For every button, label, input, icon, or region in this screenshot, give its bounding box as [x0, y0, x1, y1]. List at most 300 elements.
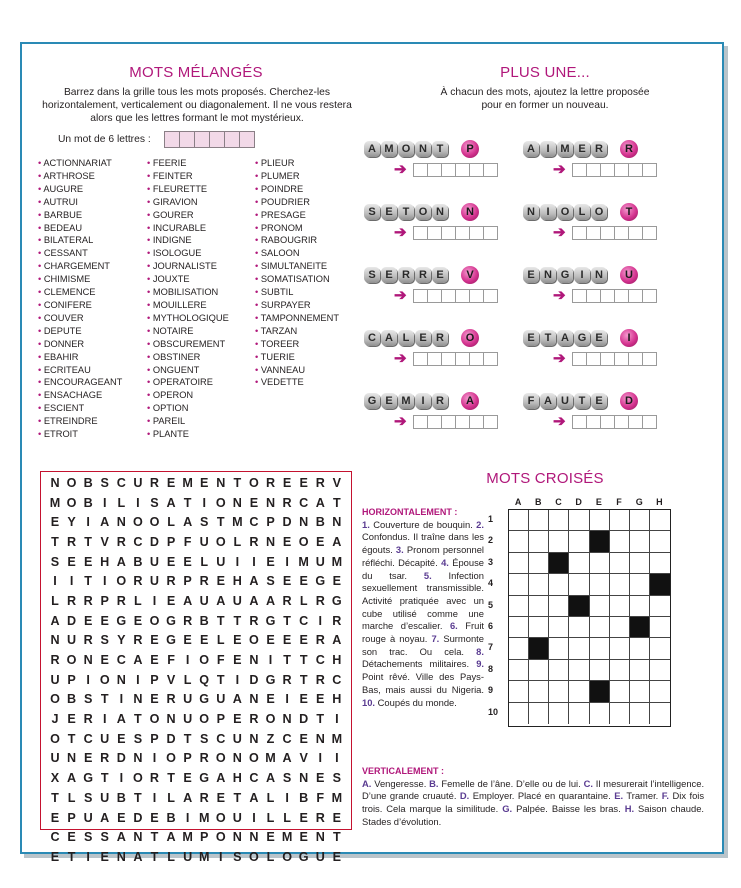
crossword-cell[interactable]: [630, 553, 650, 574]
grid-letter[interactable]: O: [99, 672, 110, 687]
grid-letter[interactable]: E: [83, 751, 93, 766]
grid-letter[interactable]: H: [232, 574, 242, 589]
grid-letter[interactable]: E: [266, 830, 275, 845]
grid-letter[interactable]: O: [215, 534, 226, 549]
grid-letter[interactable]: D: [116, 751, 126, 766]
grid-letter[interactable]: P: [216, 712, 225, 727]
grid-letter[interactable]: P: [150, 731, 159, 746]
grid-letter[interactable]: R: [282, 495, 292, 510]
grid-letter[interactable]: A: [249, 593, 259, 608]
grid-letter[interactable]: E: [83, 554, 93, 569]
grid-letter[interactable]: O: [215, 495, 226, 510]
grid-letter[interactable]: I: [69, 574, 74, 589]
mystery-box[interactable]: [209, 131, 225, 148]
crossword-cell[interactable]: [610, 660, 630, 681]
crossword-cell[interactable]: [569, 510, 589, 531]
grid-letter[interactable]: F: [216, 653, 225, 668]
grid-letter[interactable]: E: [299, 830, 308, 845]
grid-letter[interactable]: M: [281, 830, 293, 845]
grid-letter[interactable]: E: [67, 554, 76, 569]
grid-letter[interactable]: A: [183, 790, 193, 805]
crossword-cell[interactable]: [590, 510, 610, 531]
grid-letter[interactable]: T: [100, 771, 109, 786]
grid-letter[interactable]: S: [150, 495, 159, 510]
grid-letter[interactable]: T: [150, 830, 159, 845]
grid-letter[interactable]: I: [102, 495, 107, 510]
crossword-cell[interactable]: [650, 531, 670, 552]
grid-letter[interactable]: U: [232, 810, 242, 825]
crossword-cell[interactable]: [529, 703, 549, 724]
grid-letter[interactable]: N: [265, 534, 276, 549]
grid-letter[interactable]: N: [116, 672, 126, 687]
grid-letter[interactable]: N: [50, 633, 60, 648]
crossword-cell[interactable]: [509, 660, 529, 681]
grid-letter[interactable]: B: [299, 790, 309, 805]
grid-letter[interactable]: E: [117, 810, 126, 825]
answer-box[interactable]: [600, 352, 615, 366]
grid-letter[interactable]: C: [116, 475, 126, 490]
grid-letter[interactable]: D: [249, 672, 259, 687]
grid-letter[interactable]: G: [265, 672, 276, 687]
crossword-cell[interactable]: [569, 638, 589, 659]
grid-letter[interactable]: O: [215, 751, 226, 766]
grid-letter[interactable]: I: [185, 810, 190, 825]
grid-letter[interactable]: B: [83, 495, 93, 510]
grid-letter[interactable]: P: [67, 810, 76, 825]
grid-letter[interactable]: E: [133, 613, 143, 628]
grid-letter[interactable]: T: [84, 574, 92, 589]
answer-box[interactable]: [642, 415, 657, 429]
grid-letter[interactable]: R: [282, 593, 292, 608]
grid-letter[interactable]: T: [233, 613, 242, 628]
grid-letter[interactable]: R: [83, 593, 93, 608]
grid-letter[interactable]: L: [134, 593, 142, 608]
grid-letter[interactable]: I: [119, 692, 124, 707]
answer-box[interactable]: [455, 289, 470, 303]
crossword-cell[interactable]: [529, 596, 549, 617]
grid-letter[interactable]: N: [232, 751, 242, 766]
grid-letter[interactable]: H: [232, 771, 242, 786]
crossword-cell[interactable]: [529, 553, 549, 574]
grid-letter[interactable]: U: [199, 593, 209, 608]
crossword-cell[interactable]: [590, 660, 610, 681]
grid-letter[interactable]: I: [86, 672, 90, 687]
grid-letter[interactable]: O: [66, 653, 77, 668]
answer-box[interactable]: [572, 289, 587, 303]
crossword-cell[interactable]: [509, 703, 529, 724]
grid-letter[interactable]: L: [67, 790, 76, 805]
grid-letter[interactable]: O: [249, 751, 259, 766]
grid-letter[interactable]: T: [183, 495, 192, 510]
crossword-cell[interactable]: [549, 617, 569, 638]
grid-letter[interactable]: S: [332, 771, 342, 786]
grid-letter[interactable]: R: [50, 653, 60, 668]
answer-box[interactable]: [572, 226, 587, 240]
grid-letter[interactable]: O: [149, 613, 160, 628]
grid-letter[interactable]: M: [182, 830, 193, 845]
grid-letter[interactable]: V: [299, 751, 308, 766]
grid-letter[interactable]: U: [67, 633, 77, 648]
grid-letter[interactable]: A: [315, 495, 325, 510]
grid-letter[interactable]: C: [133, 534, 143, 549]
grid-letter[interactable]: S: [282, 771, 292, 786]
grid-letter[interactable]: D: [166, 731, 176, 746]
answer-box[interactable]: [614, 226, 629, 240]
grid-letter[interactable]: E: [332, 849, 342, 864]
crossword-cell[interactable]: [549, 531, 569, 552]
grid-letter[interactable]: T: [216, 672, 225, 687]
grid-letter[interactable]: E: [50, 515, 60, 530]
grid-letter[interactable]: R: [183, 613, 193, 628]
crossword-cell[interactable]: [549, 638, 569, 659]
grid-letter[interactable]: A: [133, 849, 143, 864]
grid-letter[interactable]: O: [166, 751, 176, 766]
grid-letter[interactable]: G: [199, 692, 210, 707]
crossword-cell[interactable]: [650, 596, 670, 617]
crossword-cell[interactable]: [529, 574, 549, 595]
grid-letter[interactable]: E: [299, 810, 308, 825]
grid-letter[interactable]: E: [316, 534, 325, 549]
grid-letter[interactable]: A: [116, 712, 126, 727]
answer-boxes[interactable]: [414, 163, 498, 177]
answer-box[interactable]: [642, 163, 657, 177]
grid-letter[interactable]: T: [233, 790, 242, 805]
grid-letter[interactable]: F: [183, 534, 192, 549]
grid-letter[interactable]: L: [117, 495, 126, 510]
grid-letter[interactable]: E: [299, 731, 308, 746]
answer-box[interactable]: [413, 226, 428, 240]
answer-box[interactable]: [413, 352, 428, 366]
grid-letter[interactable]: T: [316, 712, 325, 727]
answer-box[interactable]: [427, 226, 442, 240]
grid-letter[interactable]: S: [100, 830, 109, 845]
crossword-cell[interactable]: [569, 681, 589, 702]
grid-letter[interactable]: B: [199, 613, 209, 628]
grid-letter[interactable]: A: [265, 593, 276, 608]
answer-box[interactable]: [628, 415, 643, 429]
grid-letter[interactable]: U: [50, 751, 60, 766]
grid-letter[interactable]: L: [167, 790, 175, 805]
grid-letter[interactable]: O: [116, 574, 127, 589]
answer-box[interactable]: [427, 415, 442, 429]
grid-letter[interactable]: I: [318, 613, 322, 628]
grid-letter[interactable]: E: [183, 771, 192, 786]
crossword-cell[interactable]: [549, 574, 569, 595]
crossword-cell[interactable]: [509, 574, 529, 595]
grid-letter[interactable]: V: [100, 534, 109, 549]
grid-letter[interactable]: N: [50, 475, 60, 490]
grid-letter[interactable]: F: [316, 790, 325, 805]
answer-box[interactable]: [413, 289, 428, 303]
answer-box[interactable]: [483, 352, 498, 366]
crossword-cell[interactable]: [630, 596, 650, 617]
grid-letter[interactable]: U: [183, 849, 193, 864]
crossword-cell[interactable]: [630, 531, 650, 552]
crossword-cell[interactable]: [549, 596, 569, 617]
grid-letter[interactable]: A: [166, 830, 176, 845]
answer-box[interactable]: [586, 289, 601, 303]
grid-letter[interactable]: N: [83, 653, 93, 668]
grid-letter[interactable]: I: [252, 810, 256, 825]
grid-letter[interactable]: T: [233, 475, 242, 490]
answer-box[interactable]: [628, 289, 643, 303]
grid-letter[interactable]: N: [116, 849, 126, 864]
grid-letter[interactable]: U: [232, 593, 242, 608]
grid-letter[interactable]: I: [202, 495, 206, 510]
grid-letter[interactable]: E: [67, 830, 76, 845]
grid-letter[interactable]: T: [67, 849, 76, 864]
grid-letter[interactable]: T: [134, 790, 142, 805]
answer-box[interactable]: [600, 289, 615, 303]
grid-letter[interactable]: B: [166, 810, 176, 825]
grid-letter[interactable]: U: [199, 534, 209, 549]
grid-letter[interactable]: E: [183, 633, 192, 648]
grid-letter[interactable]: T: [283, 613, 291, 628]
mystery-box[interactable]: [179, 131, 195, 148]
grid-letter[interactable]: E: [233, 712, 242, 727]
grid-letter[interactable]: A: [166, 495, 176, 510]
grid-letter[interactable]: U: [100, 731, 110, 746]
answer-boxes[interactable]: [573, 226, 657, 240]
grid-letter[interactable]: L: [51, 593, 59, 608]
grid-letter[interactable]: O: [50, 731, 60, 746]
answer-box[interactable]: [614, 163, 629, 177]
grid-letter[interactable]: R: [67, 534, 77, 549]
grid-letter[interactable]: D: [67, 613, 77, 628]
grid-letter[interactable]: R: [249, 712, 259, 727]
grid-letter[interactable]: M: [298, 554, 309, 569]
grid-letter[interactable]: N: [166, 712, 176, 727]
crossword-cell[interactable]: [529, 617, 549, 638]
grid-letter[interactable]: P: [183, 574, 192, 589]
grid-letter[interactable]: L: [283, 810, 291, 825]
grid-letter[interactable]: G: [166, 613, 176, 628]
grid-letter[interactable]: P: [67, 672, 76, 687]
grid-letter[interactable]: N: [299, 515, 309, 530]
crossword-cell[interactable]: [509, 617, 529, 638]
grid-letter[interactable]: C: [83, 731, 93, 746]
crossword-cell[interactable]: [610, 596, 630, 617]
grid-letter[interactable]: I: [185, 653, 190, 668]
grid-letter[interactable]: I: [136, 495, 140, 510]
grid-letter[interactable]: U: [232, 731, 242, 746]
grid-letter[interactable]: D: [149, 534, 160, 549]
grid-letter[interactable]: A: [133, 653, 143, 668]
grid-letter[interactable]: E: [67, 712, 76, 727]
grid-letter[interactable]: L: [266, 810, 275, 825]
crossword-cell[interactable]: [630, 703, 650, 724]
grid-letter[interactable]: U: [149, 574, 160, 589]
grid-letter[interactable]: G: [166, 633, 176, 648]
grid-letter[interactable]: N: [249, 692, 259, 707]
grid-letter[interactable]: L: [200, 554, 209, 569]
grid-letter[interactable]: E: [282, 475, 292, 490]
grid-letter[interactable]: S: [266, 574, 275, 589]
grid-letter[interactable]: M: [265, 751, 276, 766]
grid-letter[interactable]: R: [315, 475, 325, 490]
grid-letter[interactable]: T: [51, 790, 59, 805]
grid-letter[interactable]: P: [266, 515, 275, 530]
grid-letter[interactable]: E: [150, 692, 159, 707]
grid-letter[interactable]: E: [332, 574, 342, 589]
crossword-cell[interactable]: [529, 510, 549, 531]
grid-letter[interactable]: L: [167, 849, 175, 864]
answer-box[interactable]: [572, 415, 587, 429]
grid-letter[interactable]: R: [133, 574, 143, 589]
grid-letter[interactable]: C: [249, 771, 259, 786]
answer-box[interactable]: [483, 226, 498, 240]
answer-boxes[interactable]: [573, 352, 657, 366]
grid-letter[interactable]: L: [183, 672, 192, 687]
grid-letter[interactable]: I: [285, 692, 289, 707]
grid-letter[interactable]: E: [200, 633, 209, 648]
grid-letter[interactable]: O: [249, 849, 259, 864]
grid-letter[interactable]: T: [332, 495, 341, 510]
grid-letter[interactable]: H: [100, 554, 110, 569]
grid-letter[interactable]: T: [67, 731, 76, 746]
crossword-cell[interactable]: [610, 638, 630, 659]
grid-letter[interactable]: I: [152, 751, 157, 766]
grid-letter[interactable]: E: [266, 554, 275, 569]
crossword-cell[interactable]: [630, 638, 650, 659]
grid-letter[interactable]: H: [332, 692, 342, 707]
grid-letter[interactable]: L: [167, 515, 175, 530]
crossword-cell[interactable]: [650, 681, 670, 702]
crossword-cell[interactable]: [610, 681, 630, 702]
crossword-cell[interactable]: [610, 553, 630, 574]
answer-box[interactable]: [614, 352, 629, 366]
grid-letter[interactable]: I: [252, 554, 256, 569]
grid-letter[interactable]: R: [265, 475, 276, 490]
grid-letter[interactable]: I: [285, 790, 289, 805]
grid-letter[interactable]: R: [83, 712, 93, 727]
answer-boxes[interactable]: [573, 415, 657, 429]
grid-letter[interactable]: T: [84, 534, 92, 549]
grid-letter[interactable]: F: [167, 653, 175, 668]
grid-letter[interactable]: A: [249, 574, 259, 589]
grid-letter[interactable]: C: [315, 653, 325, 668]
crossword-cell[interactable]: [610, 617, 630, 638]
crossword-cell[interactable]: [590, 574, 610, 595]
grid-letter[interactable]: Y: [67, 515, 76, 530]
answer-box[interactable]: [441, 289, 456, 303]
grid-letter[interactable]: P: [183, 751, 192, 766]
crossword-cell[interactable]: [569, 660, 589, 681]
grid-letter[interactable]: G: [298, 849, 309, 864]
grid-letter[interactable]: S: [50, 554, 60, 569]
grid-letter[interactable]: I: [102, 712, 107, 727]
grid-letter[interactable]: R: [199, 751, 209, 766]
grid-letter[interactable]: N: [332, 515, 342, 530]
grid-letter[interactable]: E: [117, 731, 126, 746]
grid-letter[interactable]: A: [50, 613, 60, 628]
grid-letter[interactable]: I: [136, 672, 140, 687]
crossword-cell[interactable]: [610, 574, 630, 595]
grid-letter[interactable]: A: [232, 692, 242, 707]
crossword-cell[interactable]: [569, 617, 589, 638]
answer-box[interactable]: [572, 352, 587, 366]
grid-letter[interactable]: I: [335, 712, 339, 727]
answer-boxes[interactable]: [414, 352, 498, 366]
answer-box[interactable]: [469, 352, 484, 366]
grid-letter[interactable]: R: [199, 790, 209, 805]
grid-letter[interactable]: X: [50, 771, 60, 786]
grid-letter[interactable]: M: [232, 515, 243, 530]
grid-letter[interactable]: U: [100, 790, 110, 805]
grid-letter[interactable]: L: [266, 790, 275, 805]
grid-letter[interactable]: A: [116, 830, 126, 845]
grid-letter[interactable]: O: [149, 515, 160, 530]
grid-letter[interactable]: I: [152, 593, 157, 608]
grid-letter[interactable]: R: [315, 593, 325, 608]
answer-box[interactable]: [469, 289, 484, 303]
grid-letter[interactable]: E: [166, 475, 176, 490]
grid-letter[interactable]: S: [233, 849, 242, 864]
grid-letter[interactable]: E: [332, 810, 342, 825]
grid-letter[interactable]: A: [332, 534, 342, 549]
grid-letter[interactable]: U: [133, 475, 143, 490]
grid-letter[interactable]: O: [50, 692, 60, 707]
grid-letter[interactable]: S: [83, 790, 93, 805]
answer-box[interactable]: [483, 415, 498, 429]
grid-letter[interactable]: R: [149, 771, 160, 786]
grid-letter[interactable]: C: [249, 515, 259, 530]
grid-letter[interactable]: S: [83, 830, 93, 845]
grid-letter[interactable]: N: [315, 731, 325, 746]
crossword-cell[interactable]: [590, 703, 610, 724]
answer-box[interactable]: [572, 163, 587, 177]
grid-letter[interactable]: M: [331, 731, 343, 746]
answer-box[interactable]: [586, 163, 601, 177]
answer-box[interactable]: [441, 415, 456, 429]
grid-letter[interactable]: I: [268, 653, 273, 668]
grid-letter[interactable]: I: [119, 771, 124, 786]
grid-letter[interactable]: R: [315, 633, 325, 648]
grid-letter[interactable]: E: [166, 593, 176, 608]
answer-box[interactable]: [441, 226, 456, 240]
grid-letter[interactable]: U: [149, 554, 160, 569]
grid-letter[interactable]: E: [299, 692, 308, 707]
grid-letter[interactable]: L: [233, 534, 242, 549]
crossword-cell[interactable]: [509, 681, 529, 702]
grid-letter[interactable]: U: [50, 672, 60, 687]
answer-box[interactable]: [586, 226, 601, 240]
grid-letter[interactable]: O: [215, 810, 226, 825]
crossword-cell[interactable]: [549, 660, 569, 681]
answer-boxes[interactable]: [414, 415, 498, 429]
grid-letter[interactable]: A: [67, 771, 77, 786]
crossword-cell[interactable]: [590, 596, 610, 617]
crossword-cell[interactable]: [590, 617, 610, 638]
answer-box[interactable]: [441, 163, 456, 177]
grid-letter[interactable]: N: [232, 830, 242, 845]
grid-letter[interactable]: S: [100, 475, 109, 490]
grid-letter[interactable]: E: [266, 692, 275, 707]
answer-box[interactable]: [642, 352, 657, 366]
grid-letter[interactable]: R: [100, 751, 110, 766]
grid-letter[interactable]: E: [249, 495, 259, 510]
grid-letter[interactable]: A: [100, 515, 110, 530]
crossword-cell[interactable]: [610, 531, 630, 552]
answer-box[interactable]: [427, 163, 442, 177]
crossword-cell[interactable]: [549, 703, 569, 724]
answer-box[interactable]: [455, 415, 470, 429]
grid-letter[interactable]: E: [282, 574, 292, 589]
grid-letter[interactable]: E: [50, 849, 60, 864]
crossword-cell[interactable]: [549, 681, 569, 702]
grid-letter[interactable]: N: [265, 495, 276, 510]
grid-letter[interactable]: E: [299, 475, 308, 490]
